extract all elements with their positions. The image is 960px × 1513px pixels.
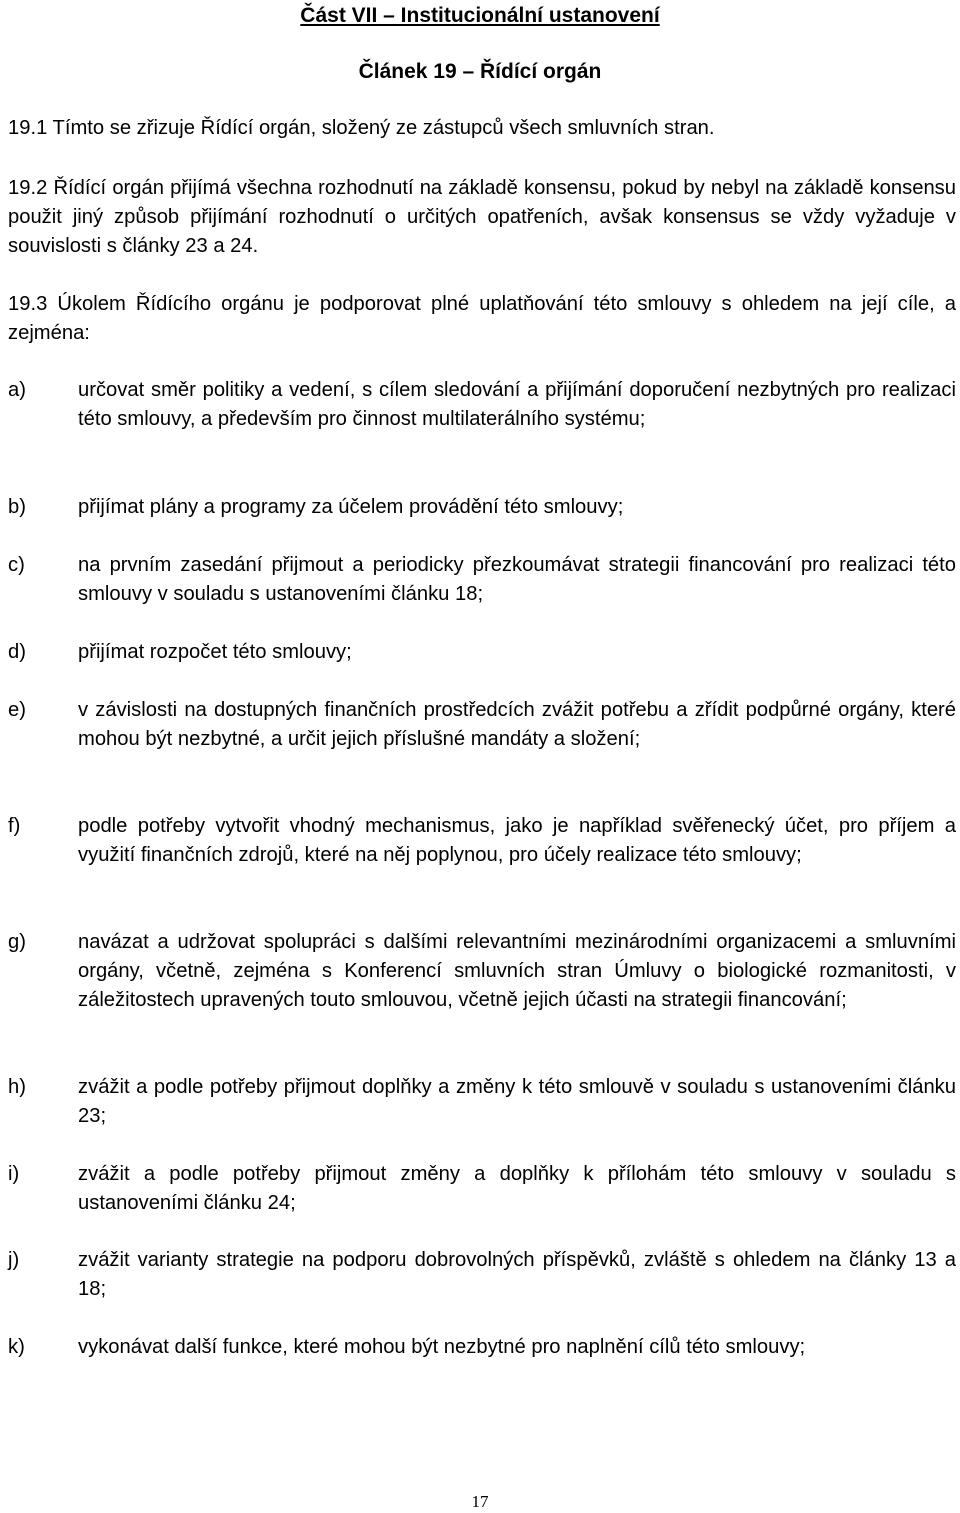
list-item-letter: j) bbox=[8, 1249, 20, 1271]
paragraph-19-1: 19.1 Tímto se zřizuje Řídící orgán, složený ze zástupců všech smluvních stran. bbox=[8, 117, 715, 139]
list-item-letter: h) bbox=[8, 1076, 26, 1098]
list-item-letter: c) bbox=[8, 554, 25, 576]
paragraph-19-2: 19.2 Řídící orgán přijímá všechna rozhodnutí na základě konsensu, pokud by nebyl na základě konsensu použit jiný způsob přijímání rozhodnutí o určitých opatřeních, avšak konsensus se vždy vyžaduje v souvislosti s články 23 a 24. bbox=[8, 177, 956, 257]
list-item-letter: a) bbox=[8, 379, 26, 401]
list-item-text: přijímat rozpočet této smlouvy; bbox=[78, 641, 352, 663]
list-item-text: zvážit varianty strategie na podporu dobrovolných příspěvků, zvláště s ohledem na články 13 a 18; bbox=[78, 1249, 956, 1300]
article-title: Článek 19 – Řídící orgán bbox=[358, 60, 602, 83]
list-item-text: podle potřeby vytvořit vhodný mechanismus, jako je například svěřenecký účet, pro příjem a využití finančních zdrojů, které na něj poplynou, pro účely realizace této smlouvy; bbox=[78, 815, 956, 866]
list-item-letter: e) bbox=[8, 699, 26, 721]
list-item-text: zvážit a podle potřeby přijmout změny a doplňky k přílohám této smlouvy v souladu s ustanoveními článku 24; bbox=[78, 1163, 956, 1214]
list-item-text: navázat a udržovat spolupráci s dalšími relevantními mezinárodními organizacemi a smluvními orgány, včetně, zejména s Konferencí smluvních stran Úmluvy o biologické rozmanitosti, v záležitostech upravených touto smlouvou, včetně jejich účasti na strategii financování; bbox=[78, 931, 956, 1011]
list-item-text: v závislosti na dostupných finančních prostředcích zvážit potřebu a zřídit podpůrné orgány, které mohou být nezbytné, a určit jejich příslušné mandáty a složení; bbox=[78, 699, 956, 750]
list-item-text: na prvním zasedání přijmout a periodicky přezkoumávat strategii financování pro realizaci této smlouvy v souladu s ustanoveními článku 18; bbox=[78, 554, 956, 605]
list-item-letter: b) bbox=[8, 496, 26, 518]
list-item-letter: f) bbox=[8, 815, 21, 837]
list-item-text: určovat směr politiky a vedení, s cílem sledování a přijímání doporučení nezbytných pro realizaci této smlouvy, a především pro činnost multilaterálního systému; bbox=[78, 379, 956, 430]
page-number: 17 bbox=[471, 1492, 489, 1511]
list-item-letter: k) bbox=[8, 1336, 25, 1358]
part-title: Část VII – Institucionální ustanovení bbox=[300, 4, 660, 27]
list-item-text: vykonávat další funkce, které mohou být nezbytné pro naplnění cílů této smlouvy; bbox=[78, 1336, 806, 1358]
list-item-letter: g) bbox=[8, 931, 26, 953]
list-item-text: přijímat plány a programy za účelem provádění této smlouvy; bbox=[78, 496, 624, 518]
list-item-letter: d) bbox=[8, 641, 26, 663]
paragraph-19-3: 19.3 Úkolem Řídícího orgánu je podporovat plné uplatňování této smlouvy s ohledem na její cíle, a zejména: bbox=[8, 293, 956, 344]
list-item-letter: i) bbox=[8, 1163, 20, 1185]
list-item-text: zvážit a podle potřeby přijmout doplňky a změny k této smlouvě v souladu s ustanoveními článku 23; bbox=[78, 1076, 956, 1127]
